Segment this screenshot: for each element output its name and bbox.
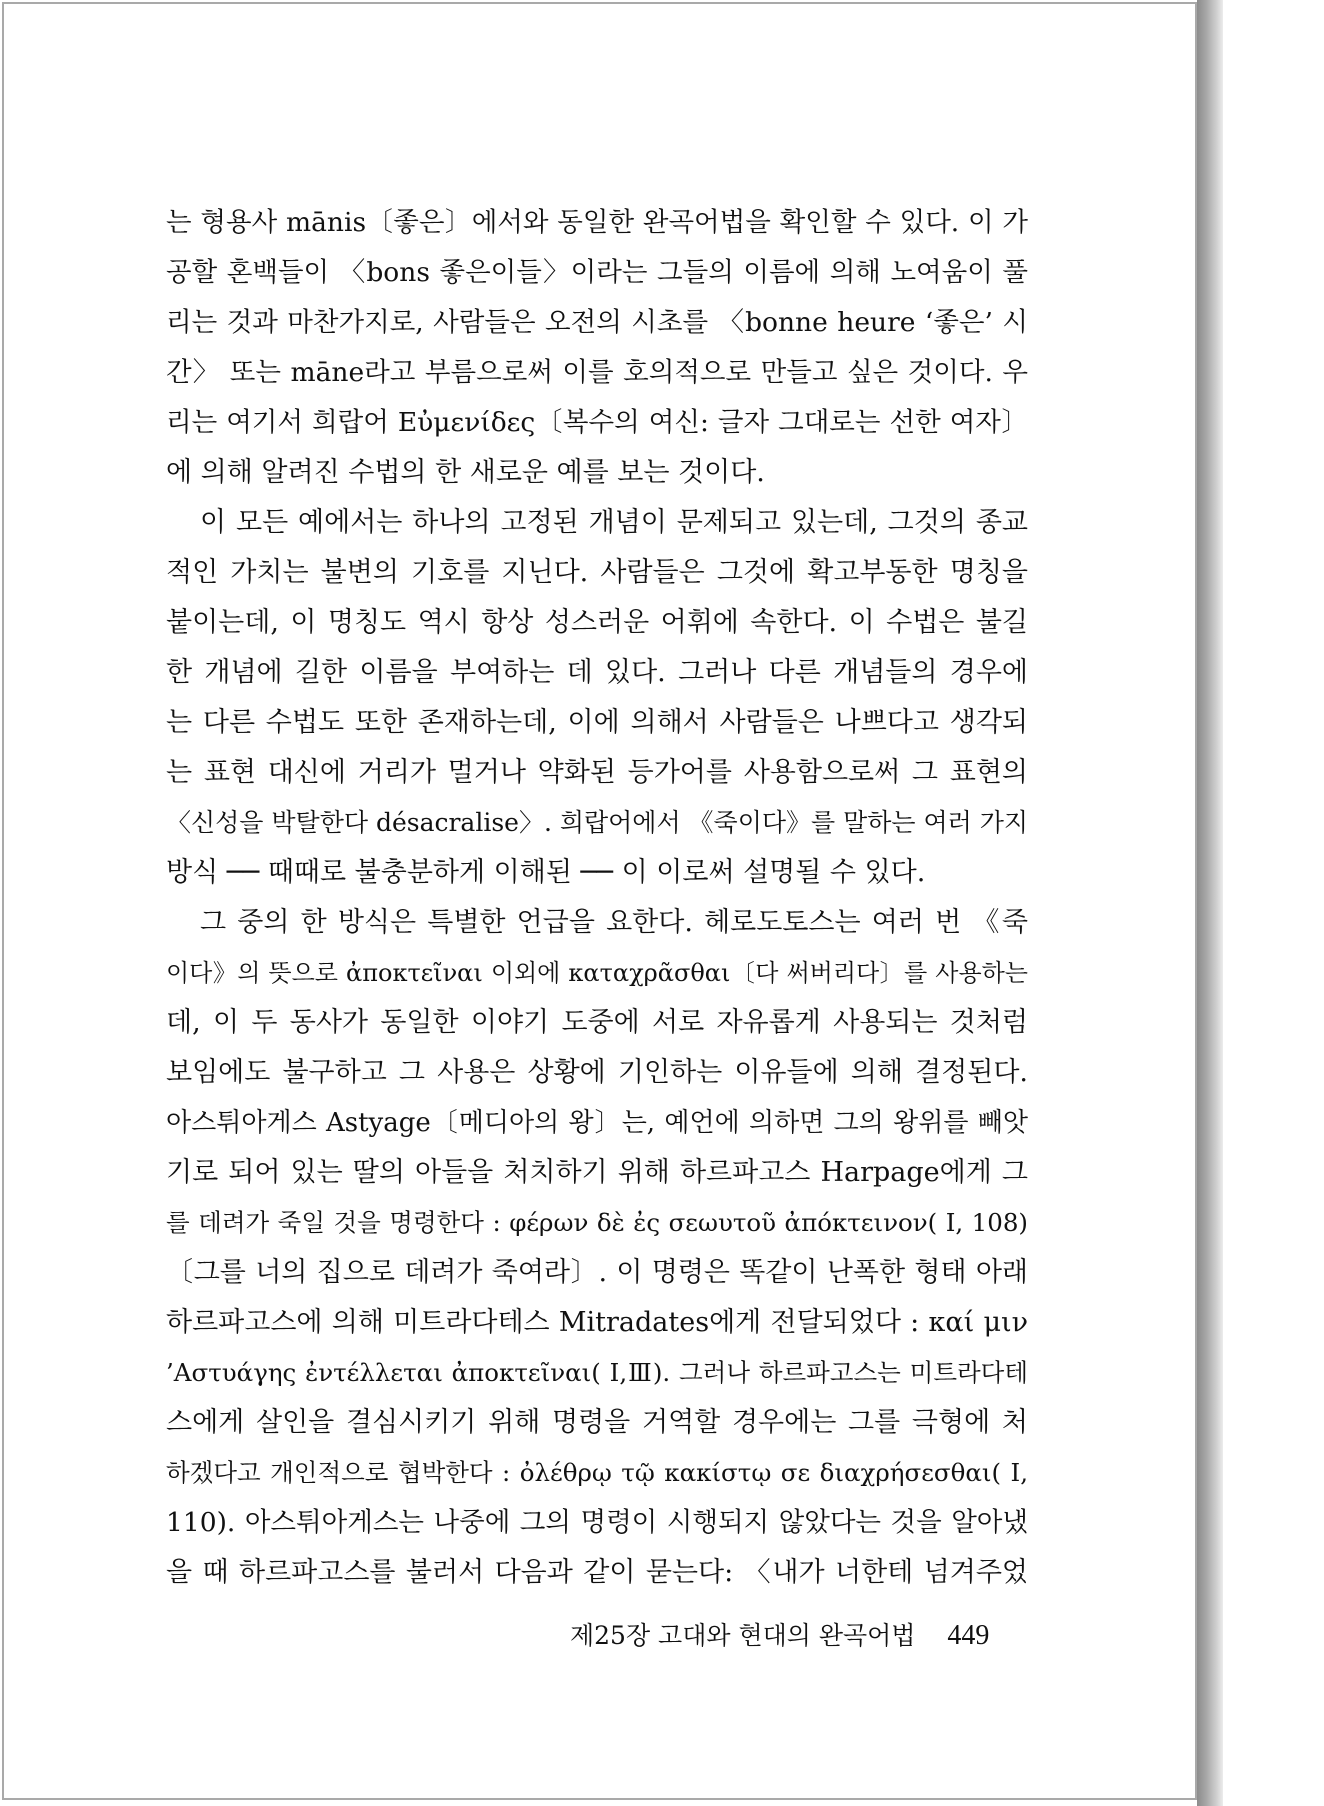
text-line: 는 표현 대신에 거리가 멀거나 약화된 등가어를 사용함으로써 그 표현의 [166, 757, 1028, 788]
text-line: 리는 것과 마찬가지로, 사람들은 오전의 시초를 〈bonne heure ‘좋은’ 시 [166, 307, 1028, 338]
text-line: 그 중의 한 방식은 특별한 언급을 요한다. 헤로도토스는 여러 번 《죽 [200, 907, 1028, 938]
text-line: 스에게 살인을 결심시키기 위해 명령을 거역할 경우에는 그를 극형에 처 [166, 1407, 1028, 1438]
text-line: 하겠다고 개인적으로 협박한다 : ὀλέθρῳ τῷ κακίστῳ σε διαχρήσεσθαι( I, [166, 1458, 1028, 1487]
page-stack-edge [1197, 0, 1223, 1806]
text-line: 방식 ── 때때로 불충분하게 이해된 ── 이 이로써 설명될 수 있다. [166, 857, 926, 888]
text-line: 보임에도 불구하고 그 사용은 상황에 기인하는 이유들에 의해 결정된다. [166, 1057, 1028, 1088]
text-line: 공할 혼백들이 〈bons 좋은이들〉이라는 그들의 이름에 의해 노여움이 풀 [166, 257, 1028, 288]
text-line: 간〉 또는 māne라고 부름으로써 이를 호의적으로 만들고 싶은 것이다. 우 [166, 357, 1028, 388]
text-line: 붙이는데, 이 명칭도 역시 항상 성스러운 어휘에 속한다. 이 수법은 불길 [166, 607, 1028, 638]
text-line: 을 때 하르파고스를 불러서 다음과 같이 묻는다: 〈내가 너한테 넘겨주었 [166, 1557, 1028, 1588]
running-footer [570, 1616, 1000, 1652]
page-number: 449 [947, 1620, 990, 1651]
text-line: ’Αστυάγης ἐντέλλεται ἀποκτεῖναι( I,Ⅲ). 그러나 하르파고스는 미트라다테 [166, 1358, 1028, 1387]
text-line: 아스튀아게스 Astyage〔메디아의 왕〕는, 예언에 의하면 그의 왕위를 빼앗 [166, 1108, 1028, 1138]
text-line: 에 의해 알려진 수법의 한 새로운 예를 보는 것이다. [166, 457, 765, 488]
text-line: 〈신성을 박탈한다 désacralise〉. 희랍어에서 《죽이다》를 말하는 여러 가지 [166, 808, 1028, 837]
text-line: 를 데려가 죽일 것을 명령한다 : φέρων δὲ ἐς σεωυτοῦ ἀπόκτεινον( I, 108) [166, 1208, 1028, 1237]
text-line: 하르파고스에 의해 미트라다테스 Mitradates에게 전달되었다 : καί μιν [166, 1307, 1028, 1338]
chapter-title: 제25장 고대와 현대의 완곡어법 [570, 1621, 916, 1650]
text-line: 110). 아스튀아게스는 나중에 그의 명령이 시행되지 않았다는 것을 알아냈 [166, 1507, 1028, 1538]
text-line: 는 형용사 mānis〔좋은〕에서와 동일한 완곡어법을 확인할 수 있다. 이 가 [166, 207, 1028, 238]
text-line: 데, 이 두 동사가 동일한 이야기 도중에 서로 자유롭게 사용되는 것처럼 [166, 1007, 1028, 1038]
text-line: 이다》의 뜻으로 ἀποκτεῖναι 이외에 καταχρᾶσθαι〔다 써버리다〕를 사용하는 [166, 959, 1028, 987]
text-line: 한 개념에 길한 이름을 부여하는 데 있다. 그러나 다른 개념들의 경우에 [166, 657, 1028, 688]
text-line: 리는 여기서 희랍어 Εὐμενίδες〔복수의 여신: 글자 그대로는 선한 여자〕 [166, 407, 1028, 438]
text-line: 기로 되어 있는 딸의 아들을 처치하기 위해 하르파고스 Harpage에게 그 [166, 1157, 1028, 1188]
text-line: 적인 가치는 불변의 기호를 지닌다. 사람들은 그것에 확고부동한 명칭을 [166, 557, 1028, 588]
text-line: 〔그를 너의 집으로 데려가 죽여라〕. 이 명령은 똑같이 난폭한 형태 아래 [166, 1257, 1028, 1288]
text-line: 이 모든 예에서는 하나의 고정된 개념이 문제되고 있는데, 그것의 종교 [200, 507, 1028, 538]
body-text [166, 198, 1028, 1598]
text-line: 는 다른 수법도 또한 존재하는데, 이에 의해서 사람들은 나쁘다고 생각되 [166, 707, 1028, 738]
